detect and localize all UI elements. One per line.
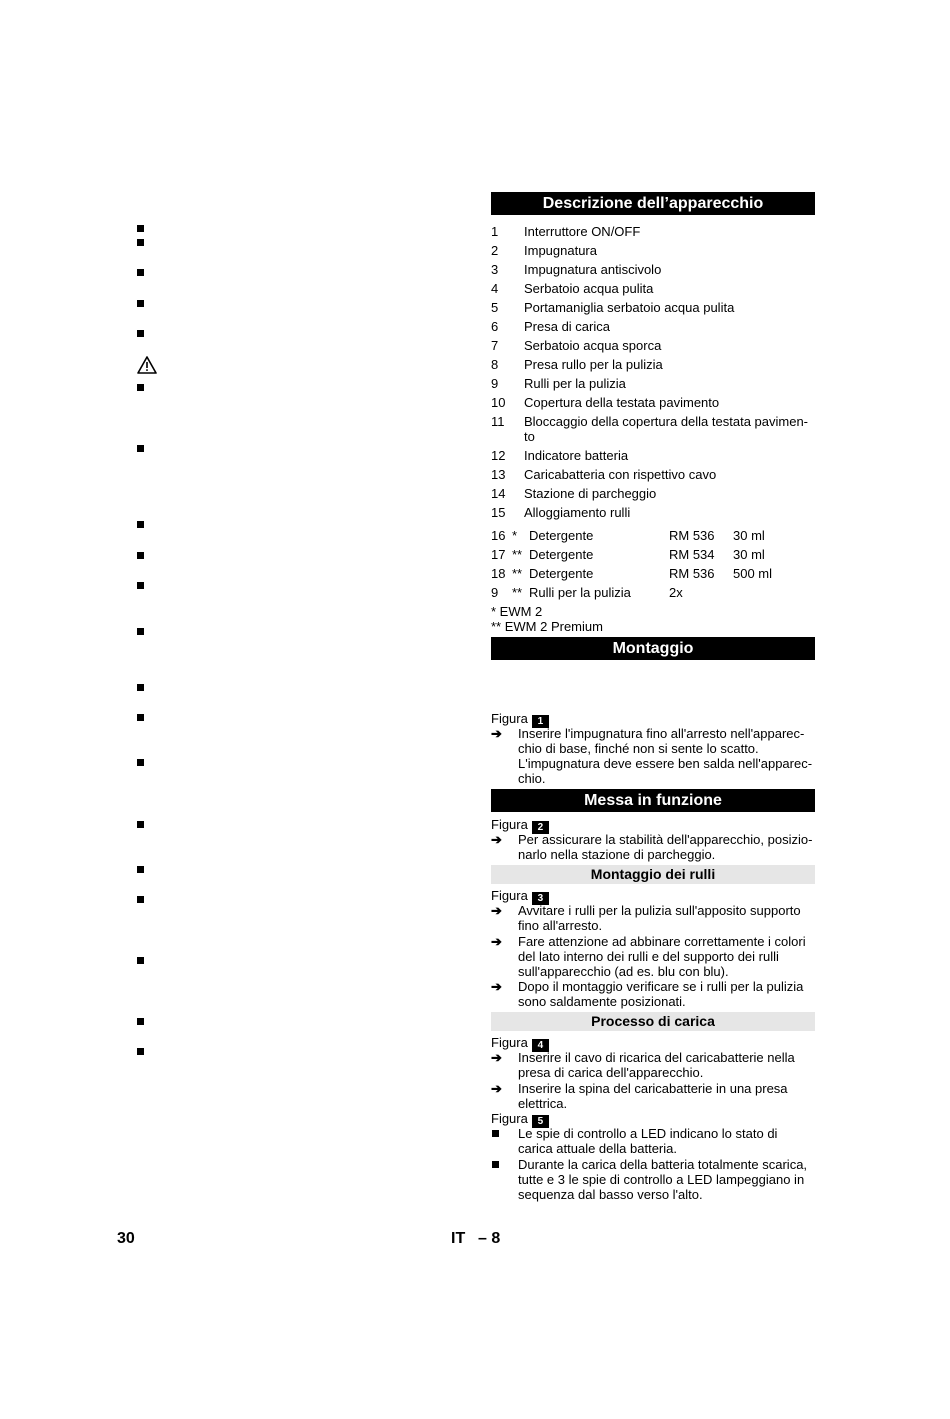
part-label: Caricabatteria con rispettivo cavo (524, 467, 717, 482)
accessory-code: RM 536 (669, 528, 715, 543)
accessory-number: 17 (491, 547, 506, 562)
arrow-icon: ➔ (491, 832, 502, 847)
part-label: Stazione di parcheggio (524, 486, 657, 501)
section-heading-startup: Messa in funzione (491, 789, 815, 812)
accessory-mark: ** (512, 566, 523, 581)
part-number: 4 (491, 281, 499, 296)
part-number: 11 (491, 414, 505, 429)
figure-number: 4 (532, 1039, 549, 1052)
section-heading-description: Descrizione dell’apparecchio (491, 192, 815, 215)
bullet-icon (137, 239, 144, 246)
square-bullet-icon (492, 1130, 499, 1137)
bullet-icon (137, 330, 144, 337)
step-text: Inserire l'impugnatura fino all'arresto nell'apparec- chio di base, finché non si sente lo scatto. L'impugnatura deve essere ben salda nell'apparec- chio. (518, 726, 813, 786)
bullet-icon (137, 957, 144, 964)
part-label: Impugnatura antiscivolo (524, 262, 662, 277)
accessory-code: 2x (669, 585, 683, 600)
accessory-row (491, 547, 815, 562)
accessory-row (491, 566, 815, 581)
figure-label: Figura (491, 888, 528, 903)
section-code: IT (451, 1230, 466, 1247)
part-number: 3 (491, 262, 499, 277)
part-label: Impugnatura (524, 243, 597, 258)
accessory-qty: 500 ml (733, 566, 773, 581)
part-number: 5 (491, 300, 499, 315)
bullet-icon (137, 445, 144, 452)
arrow-icon: ➔ (491, 1081, 502, 1096)
part-number: 1 (491, 224, 499, 239)
step-text: Le spie di controllo a LED indicano lo stato di carica attuale della batteria. (518, 1126, 778, 1156)
accessory-row (491, 528, 815, 543)
accessory-number: 18 (491, 566, 506, 581)
accessory-name: Detergente (529, 528, 594, 543)
part-number: 6 (491, 319, 499, 334)
accessory-name: Rulli per la pulizia (529, 585, 631, 600)
accessory-name: Detergente (529, 566, 594, 581)
bullet-icon (137, 1048, 144, 1055)
bullet-icon (137, 866, 144, 873)
bullet-icon (137, 714, 144, 721)
arrow-icon: ➔ (491, 903, 502, 918)
bullet-icon (137, 269, 144, 276)
step-text: Durante la carica della batteria totalmente scarica, tutte e 3 le spie di controllo a LED lampeggiano in sequenza dal basso verso l'alto. (518, 1157, 808, 1202)
step-text: Inserire la spina del caricabatterie in una presa elettrica. (518, 1081, 788, 1111)
accessory-number: 9 (491, 585, 499, 600)
section-page: – 8 (478, 1230, 501, 1247)
accessory-number: 16 (491, 528, 506, 543)
bullet-icon (137, 684, 144, 691)
step-text: Avvitare i rulli per la pulizia sull'apposito supporto fino all'arresto. (518, 903, 801, 933)
figure-label: Figura (491, 1035, 528, 1050)
step-text: Fare attenzione ad abbinare correttamente i colori del lato interno dei rulli e del supporto dei rulli sull'apparecchio (ad es. blu con blu). (518, 934, 806, 979)
part-number: 15 (491, 505, 506, 520)
accessory-code: RM 536 (669, 566, 715, 581)
accessory-name: Detergente (529, 547, 594, 562)
part-label: Rulli per la pulizia (524, 376, 626, 391)
bullet-icon (137, 384, 144, 391)
bullet-icon (137, 552, 144, 559)
bullet-icon (137, 896, 144, 903)
part-label: Copertura della testata pavimento (524, 395, 720, 410)
subsection-heading-rollers: Montaggio dei rulli (491, 865, 815, 884)
arrow-icon: ➔ (491, 934, 502, 949)
square-bullet-icon (492, 1161, 499, 1168)
part-label: Presa di carica (524, 319, 610, 334)
part-label: Serbatoio acqua sporca (524, 338, 662, 353)
accessory-row (491, 585, 815, 600)
step-text: Dopo il montaggio verificare se i rulli per la pulizia sono saldamente posizionati. (518, 979, 804, 1009)
part-label: Serbatoio acqua pulita (524, 281, 654, 296)
bullet-icon (137, 225, 144, 232)
bullet-icon (137, 1018, 144, 1025)
subsection-heading-charging: Processo di carica (491, 1012, 815, 1031)
step-text: Per assicurare la stabilità dell'apparecchio, posizio- narlo nella stazione di parcheggio. (518, 832, 813, 862)
figure-label: Figura (491, 711, 528, 726)
warning-triangle-icon (137, 356, 157, 374)
part-label: Portamaniglia serbatoio acqua pulita (524, 300, 735, 315)
section-heading-assembly: Montaggio (491, 637, 815, 660)
part-label: Indicatore batteria (524, 448, 629, 463)
part-number: 12 (491, 448, 506, 463)
figure-label: Figura (491, 1111, 528, 1126)
footnote-ewm2: * EWM 2 (491, 604, 543, 619)
accessory-mark: ** (512, 585, 523, 600)
part-label: Interruttore ON/OFF (524, 224, 641, 239)
arrow-icon: ➔ (491, 979, 502, 994)
accessory-code: RM 534 (669, 547, 715, 562)
footnote-ewm2-premium: ** EWM 2 Premium (491, 619, 603, 634)
step-text: Inserire il cavo di ricarica del caricabatterie nella presa di carica dell'apparecchio. (518, 1050, 795, 1080)
figure-number: 5 (532, 1115, 549, 1128)
accessory-qty: 30 ml (733, 528, 765, 543)
part-label: Presa rullo per la pulizia (524, 357, 663, 372)
accessory-mark: * (512, 528, 518, 543)
page-number: 30 (117, 1230, 135, 1247)
bullet-icon (137, 759, 144, 766)
bullet-icon (137, 300, 144, 307)
accessory-qty: 30 ml (733, 547, 765, 562)
figure-number: 2 (532, 821, 549, 834)
part-number: 14 (491, 486, 506, 501)
part-number: 8 (491, 357, 499, 372)
arrow-icon: ➔ (491, 1050, 502, 1065)
bullet-icon (137, 821, 144, 828)
figure-number: 3 (532, 892, 549, 905)
part-label: Alloggiamento rulli (524, 505, 631, 520)
bullet-icon (137, 582, 144, 589)
bullet-icon (137, 628, 144, 635)
figure-label: Figura (491, 817, 528, 832)
part-label: Bloccaggio della copertura della testata pavimen- to (524, 414, 809, 444)
part-number: 2 (491, 243, 499, 258)
arrow-icon: ➔ (491, 726, 502, 741)
part-number: 7 (491, 338, 499, 353)
part-number: 13 (491, 467, 506, 482)
accessory-mark: ** (512, 547, 523, 562)
figure-number: 1 (532, 715, 549, 728)
part-number: 9 (491, 376, 499, 391)
part-number: 10 (491, 395, 506, 410)
bullet-icon (137, 521, 144, 528)
